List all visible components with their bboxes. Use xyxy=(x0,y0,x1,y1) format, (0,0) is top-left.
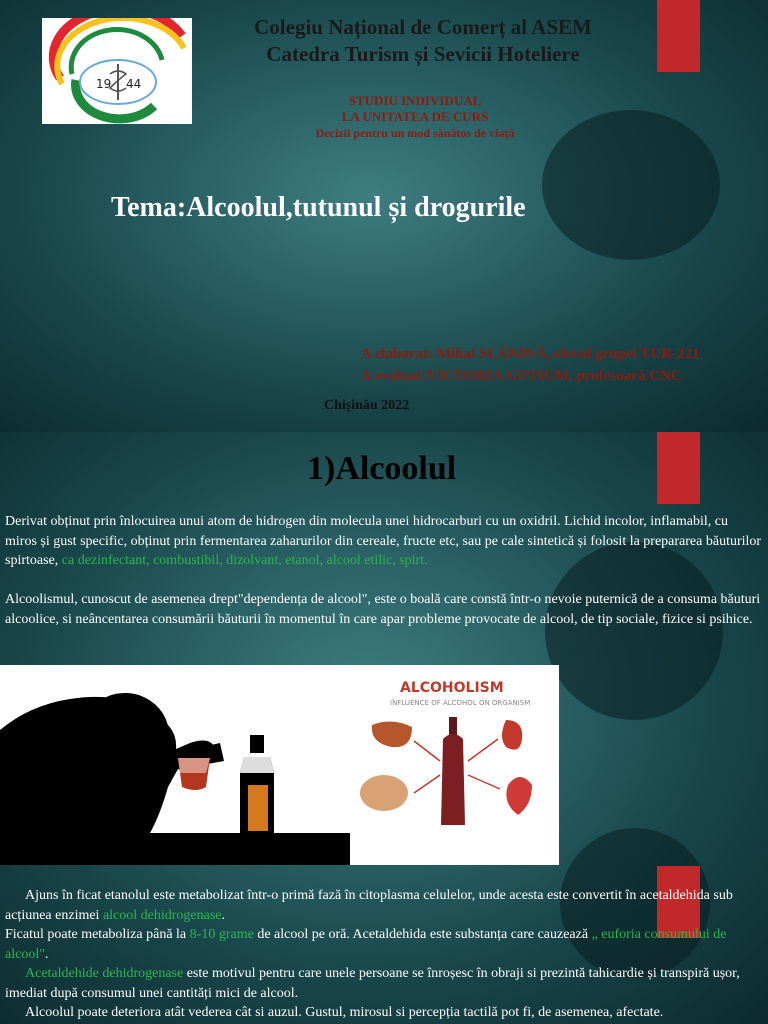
kidney-icon xyxy=(502,720,522,750)
definition-uses: ca dezinfectant, combustibil, dizolvant, etanol, alcool etilic, spirt. xyxy=(61,553,428,568)
drinker-silhouette-image xyxy=(0,693,350,865)
metabolism-text: Ajuns în ficat etanolul este metabolizat într-o primă fază în citoplasma celulelor, unde acesta este convertit în acetaldehida sub acțiunea enzimei xyxy=(5,888,733,923)
paragraph-metabolism xyxy=(5,886,763,1023)
title-slide xyxy=(0,0,768,432)
logo-year-right: 44 xyxy=(126,77,142,91)
senses-line: Alcoolul poate deteriora atât vederea cât si auzul. Gustul, mirosul si percepția tactilă pot fi, de asemenea, afectate. xyxy=(25,1005,664,1020)
credits xyxy=(361,343,699,387)
brain-icon xyxy=(360,775,408,811)
definition-text: Derivat obținut prin înlocuirea unui atom de hidrogen din molecula unei hidrocarburi cu un oxidril. Lichid incolor, inflamabil, cu miros și gust specific, obținut prin fermentarea zaharurilor din cereale, fructe etc, sau pe cale sintetică și folosit la prepararea băuturilor spirtoase, xyxy=(5,514,762,568)
decor-red-bar xyxy=(657,0,700,72)
department-line: Catedra Turism și Sevicii Hoteliere xyxy=(266,42,580,66)
school-logo xyxy=(42,18,192,124)
study-line2: LA UNITATEA DE CURS xyxy=(341,109,489,124)
enzyme-name-2: Acetaldehide dehidrogenase xyxy=(25,966,184,981)
study-line1: STUDIU INDIVIDUAL xyxy=(348,93,482,108)
study-line3: Decizii pentru un mod sănătos de viață xyxy=(315,126,515,140)
author-line: A elaborat: Mihai SLĂNINĂ, elevul grupei TUR-221 xyxy=(361,346,700,362)
liver-capacity-line: Ficatul poate metaboliza până la 8-10 grame de alcool pe oră. Acetaldehida este substanța care cauzează „ euforia consumului de alcool". xyxy=(5,927,727,962)
decor-red-bar xyxy=(657,432,700,504)
heart-icon xyxy=(506,777,532,815)
evaluator-line: A evaluat:VICTORIA GUTIUM, profesoară CNC xyxy=(361,368,682,384)
alcoholism-illustration xyxy=(0,665,559,865)
liver-icon xyxy=(372,721,412,747)
euphoria-phrase: „ euforia consumului de alcool" xyxy=(5,927,727,962)
paragraph-definition xyxy=(5,512,763,571)
infographic-subtitle: INFLUENCE OF ALCOHOL ON ORGANISM xyxy=(390,699,531,707)
infographic-title: ALCOHOLISM xyxy=(400,680,504,696)
alcoholism-infographic xyxy=(360,680,532,825)
institution-line1: Colegiu Național de Comerț al ASEM xyxy=(254,15,592,39)
alcohol-slide xyxy=(0,432,768,1024)
paragraph-alcoholism: Alcoolismul, cunoscut de asemenea drept"dependența de alcool", este o boală care constă într-o nevoie puternică de a consuma băuturi alcoolice, si neâncentarea consumării băuturii în momentul în care apar probleme provocate de alcool, de tip sociale, fizice si psihice. xyxy=(5,592,761,627)
topic-title: Tema:Alcoolul,tutunul și drogurile xyxy=(111,192,526,223)
institution-name xyxy=(198,14,648,68)
slide-heading: 1)Alcoolul xyxy=(307,450,457,487)
metabolism-line: Ajuns în ficat etanolul este metabolizat într-o primă fază în citoplasma celulelor, unde acesta este convertit în acetaldehida sub acțiunea enzimei alcool dehidrogenase. xyxy=(5,888,733,923)
enzyme-name: alcool dehidrogenase xyxy=(102,907,222,923)
logo-year-left: 19 xyxy=(96,77,112,91)
city-year: Chișinău 2022 xyxy=(324,398,410,413)
study-info xyxy=(230,93,600,141)
flushing-line: Acetaldehide dehidrogenase este motivul pentru care unele persoane se înroșesc în obraji si prezintă tahicardie și transpiră ușor, imediat după consumul unei cantități mici de alcool. xyxy=(5,966,740,1001)
grams-per-hour: 8-10 grame xyxy=(189,927,254,942)
